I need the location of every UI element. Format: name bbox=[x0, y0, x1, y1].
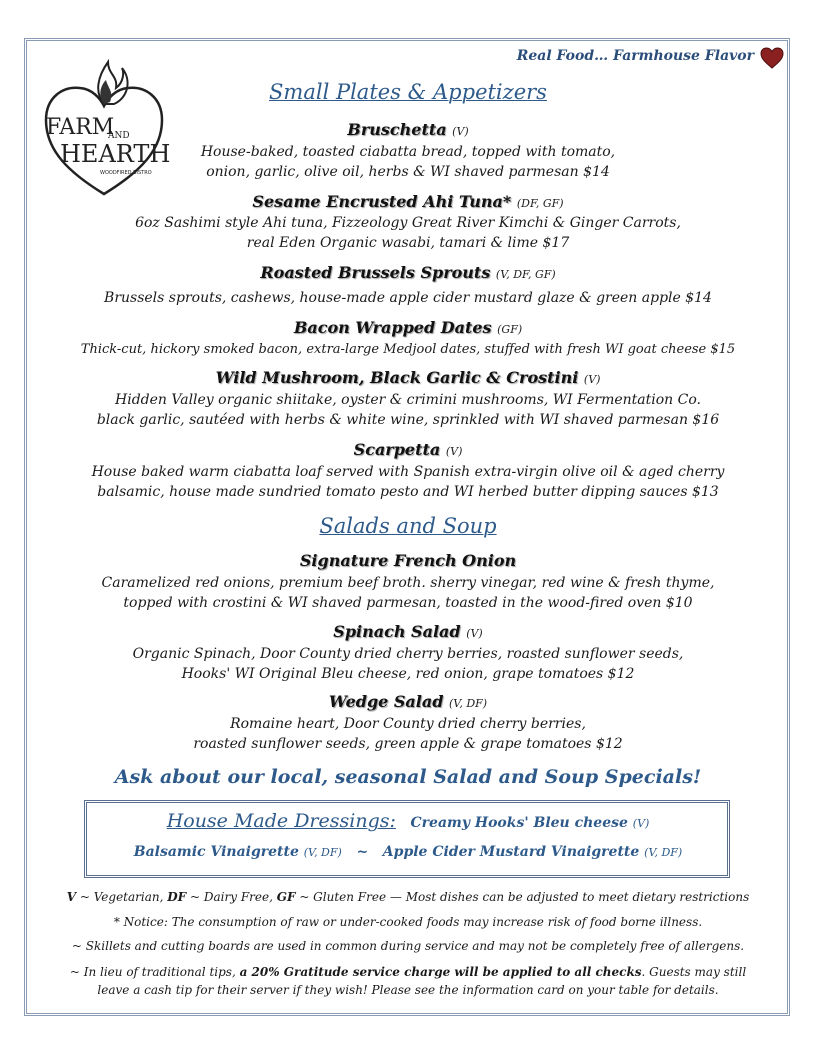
item-ahi-tuna-desc: 6oz Sashimi style Ahi tuna, Fizzeology Great River Kimchi & Ginger Carrots, real Eden Organic wasabi, tamari & lime $17 bbox=[135, 215, 681, 251]
logo-bistro: WOODFIRED BISTRO bbox=[100, 170, 152, 176]
allergen-notice: ~ Skillets and cutting boards are used in common during service and may not be completely free of allergens. bbox=[71, 939, 745, 953]
small-plates-title: Small Plates & Appetizers bbox=[269, 80, 547, 104]
item-scarpetta: Scarpetta (V) bbox=[353, 440, 463, 459]
item-wild-mushroom-desc: Hidden Valley organic shiitake, oyster & crimini mushrooms, WI Fermentation Co. black garlic, sautéed with herbs & white wine, sprinkled with WI shaved parmesan $16 bbox=[96, 392, 720, 428]
raw-food-notice: * Notice: The consumption of raw or under-cooked foods may increase risk of food borne illness. bbox=[113, 915, 703, 929]
item-wild-mushroom: Wild Mushroom, Black Garlic & Crostini (V) bbox=[215, 368, 601, 387]
logo-hearth: HEARTH bbox=[60, 140, 170, 168]
gratitude-notice: ~ In lieu of traditional tips, a 20% Gratitude service charge will be applied to all checks. Guests may still leave a cash tip for their server if they wish! Please see the information card on your table for details. bbox=[69, 965, 747, 997]
item-ahi-tuna: Sesame Encrusted Ahi Tuna* (DF, GF) bbox=[252, 192, 564, 211]
item-bruschetta: Bruschetta (V) bbox=[347, 120, 469, 139]
item-wedge-salad: Wedge Salad (V, DF) bbox=[328, 692, 488, 711]
logo-and: AND bbox=[108, 131, 130, 141]
item-bacon-dates: Bacon Wrapped Dates (GF) bbox=[293, 318, 523, 337]
logo-farm: FARM bbox=[46, 115, 115, 140]
specials-callout: Ask about our local, seasonal Salad and Soup Specials! bbox=[114, 766, 702, 788]
dressings-line-1: House Made Dressings: Creamy Hooks' Bleu cheese (V) bbox=[166, 810, 650, 832]
item-french-onion: Signature French Onion bbox=[299, 551, 517, 570]
item-spinach-salad: Spinach Salad (V) bbox=[333, 622, 483, 641]
item-brussels-sprouts: Roasted Brussels Sprouts (V, DF, GF) bbox=[260, 263, 556, 282]
item-french-onion-desc: Caramelized red onions, premium beef broth. sherry vinegar, red wine & fresh thyme, topped with crostini & WI shaved parmesan, toasted in the wood-fired oven $10 bbox=[101, 575, 715, 611]
item-spinach-salad-desc: Organic Spinach, Door County dried cherry berries, roasted sunflower seeds, Hooks' WI Original Bleu cheese, red onion, grape tomatoes $12 bbox=[132, 646, 684, 682]
dressings-line-2: Balsamic Vinaigrette (V, DF) ~ Apple Cider Mustard Vinaigrette (V, DF) bbox=[133, 844, 683, 860]
heart-icon bbox=[760, 46, 784, 70]
item-bacon-dates-desc: Thick-cut, hickory smoked bacon, extra-large Medjool dates, stuffed with fresh WI goat cheese $15 bbox=[80, 342, 736, 357]
dietary-legend: V ~ Vegetarian, DF ~ Dairy Free, GF ~ Gluten Free — Most dishes can be adjusted to meet dietary restrictions bbox=[66, 890, 750, 904]
item-bruschetta-desc: House-baked, toasted ciabatta bread, topped with tomato, onion, garlic, olive oil, herbs & WI shaved parmesan $14 bbox=[200, 144, 616, 180]
item-wedge-salad-desc: Romaine heart, Door County dried cherry berries, roasted sunflower seeds, green apple & grape tomatoes $12 bbox=[193, 716, 623, 752]
item-brussels-sprouts-desc: Brussels sprouts, cashews, house-made apple cider mustard glaze & green apple $14 bbox=[104, 290, 712, 306]
salads-title: Salads and Soup bbox=[319, 514, 497, 538]
item-scarpetta-desc: House baked warm ciabatta loaf served with Spanish extra-virgin olive oil & aged cherry balsamic, house made sundried tomato pesto and WI herbed butter dipping sauces $13 bbox=[91, 464, 725, 500]
tagline: Real Food… Farmhouse Flavor bbox=[516, 48, 754, 64]
